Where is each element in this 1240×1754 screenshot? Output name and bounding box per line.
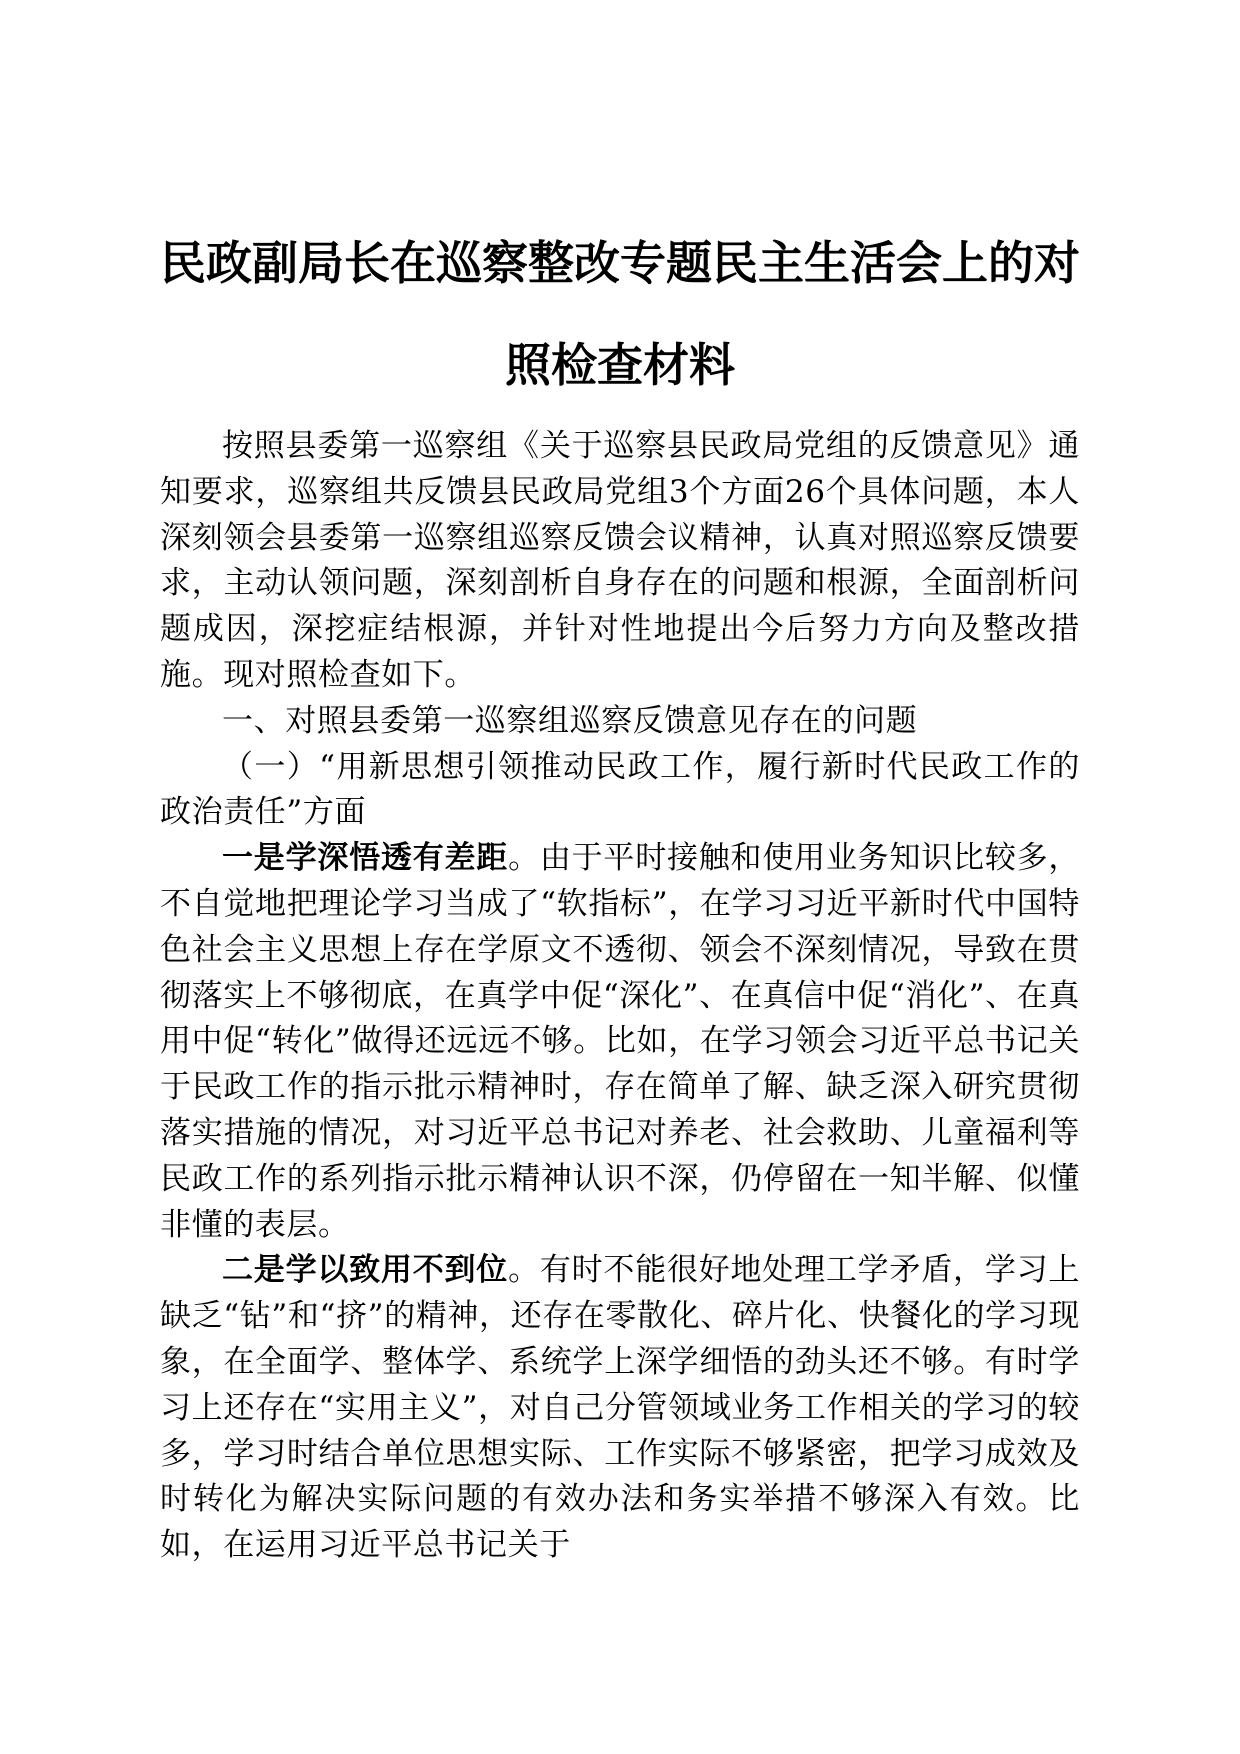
document-page (160, 0, 1080, 1754)
intro-paragraph: 按照县委第一巡察组《关于巡察县民政局党组的反馈意见》通知要求，巡察组共反馈县民政局党组3个方面26个具体问题，本人深刻领会县委第一巡察组巡察反馈会议精神，认真对照巡察反馈要求，主动认领问题，深刻剖析自身存在的问题和根源，全面剖析问题成因，深挖症结根源，并针对性地提出今后努力方向及整改措施。现对照检查如下。 (160, 428, 1080, 693)
point-paragraph-1 (160, 836, 1080, 1248)
title-line-1: 民政副局长在巡察整改专题民主生活会上的对 (160, 236, 1080, 290)
point-lead-2: 二是学以致用不到位 (222, 1252, 509, 1289)
point-lead-1: 一是学深悟透有差距 (222, 840, 509, 877)
title-line-2: 照检查材料 (505, 338, 735, 392)
document-body (160, 424, 1080, 1569)
subsection-heading-1: （一）“用新思想引领推动民政工作，履行新时代民政工作的政治责任”方面 (160, 748, 1080, 831)
document-title (160, 212, 1080, 416)
point-paragraph-2 (160, 1248, 1080, 1569)
point-body-2: 。有时不能很好地处理工学矛盾，学习上缺乏“钻”和“挤”的精神，还存在零散化、碎片化、快餐化的学习现象，在全面学、整体学、系统学上深学细悟的劲头还不够。有时学习上还存在“实用主义”，对自己分管领域业务工作相关的学习的较多，学习时结合单位思想实际、工作实际不够紧密，把学习成效及时转化为解决实际问题的有效办法和务实举措不够深入有效。比如，在运用习近平总书记关于 (160, 1252, 1080, 1564)
section-heading-1: 一、对照县委第一巡察组巡察反馈意见存在的问题 (222, 702, 918, 739)
point-body-1: 。由于平时接触和使用业务知识比较多，不自觉地把理论学习当成了“软指标”，在学习习近平新时代中国特色社会主义思想上存在学原文不透彻、领会不深刻情况，导致在贯彻落实上不够彻底，在真学中促“深化”、在真信中促“消化”、在真用中促“转化”做得还远远不够。比如，在学习领会习近平总书记关于民政工作的指示批示精神时，存在简单了解、缺乏深入研究贯彻落实措施的情况，对习近平总书记对养老、社会救助、儿童福利等民政工作的系列指示批示精神认识不深，仍停留在一知半解、似懂非懂的表层。 (160, 840, 1080, 1243)
